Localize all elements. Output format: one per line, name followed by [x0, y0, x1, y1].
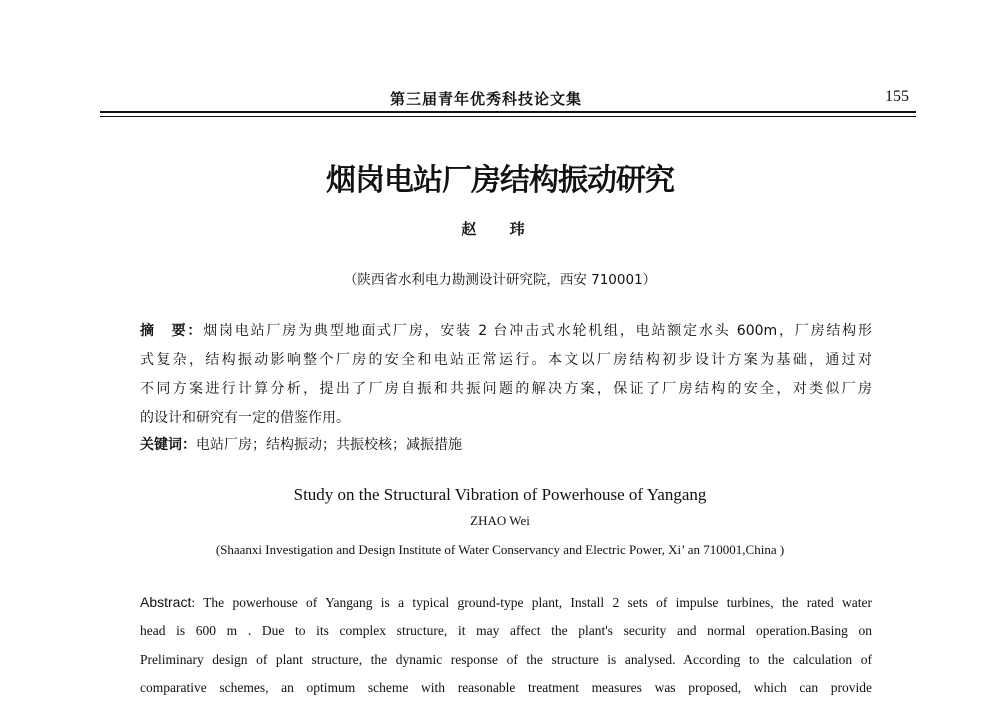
keywords-label: 关键词：: [140, 437, 196, 453]
header-rule: [100, 111, 916, 113]
abstract-cn-line: 式复杂，结构振动影响整个厂房的安全和电站正常运行。本文以厂房结构初步设计方案为基础，通过对: [140, 352, 872, 368]
abstract-en-line: Preliminary design of plant structure, the dynamic response of the structure is analysed. According to the calculation of: [140, 652, 872, 667]
paper-title: 烟岗电站厂房结构振动研究: [326, 163, 674, 198]
abstract-cn-text: 烟岗电站厂房为典型地面式厂房，安装 2 台冲击式水轮机组，电站额定水头 600m，厂房结构形: [203, 323, 872, 339]
author: 赵 玮: [461, 220, 539, 238]
keywords-text: 电站厂房；结构振动；共振校核；减振措施: [196, 437, 462, 453]
page-number: 155: [885, 88, 909, 105]
abstract-en-line: head is 600 m . Due to its complex structure, it may affect the plant's security and normal operation.Basing on: [140, 623, 872, 638]
abstract-cn-line: 不同方案进行计算分析，提出了厂房自振和共振问题的解决方案，保证了厂房结构的安全，对类似厂房: [140, 381, 872, 397]
abstract-en-label: Abstract: [140, 594, 192, 610]
abstract-cn-label: 摘 要：: [140, 323, 204, 339]
header-rule-thin: [100, 116, 916, 117]
english-title: Study on the Structural Vibration of Powerhouse of Yangang: [293, 485, 707, 504]
abstract-cn-line: [140, 320, 872, 340]
english-affiliation: (Shaanxi Investigation and Design Institute of Water Conservancy and Electric Power, Xi’ an 710001,China ): [215, 542, 785, 557]
running-title: 第三届青年优秀科技论文集: [390, 90, 583, 108]
english-author: ZHAO Wei: [470, 513, 530, 528]
keywords-cn: [140, 434, 872, 454]
affiliation: （陕西省水利电力勘测设计研究院，西安 710001）: [343, 272, 657, 288]
abstract-en-line: [140, 594, 872, 611]
abstract-en-text: : The powerhouse of Yangang is a typical ground-type plant, Install 2 sets of impulse turbines, the rated water: [191, 595, 872, 610]
abstract-cn-line: 的设计和研究有一定的借鉴作用。: [140, 410, 350, 426]
abstract-en-line: comparative schemes, an optimum scheme with reasonable treatment measures was proposed, which can provide: [140, 680, 872, 695]
